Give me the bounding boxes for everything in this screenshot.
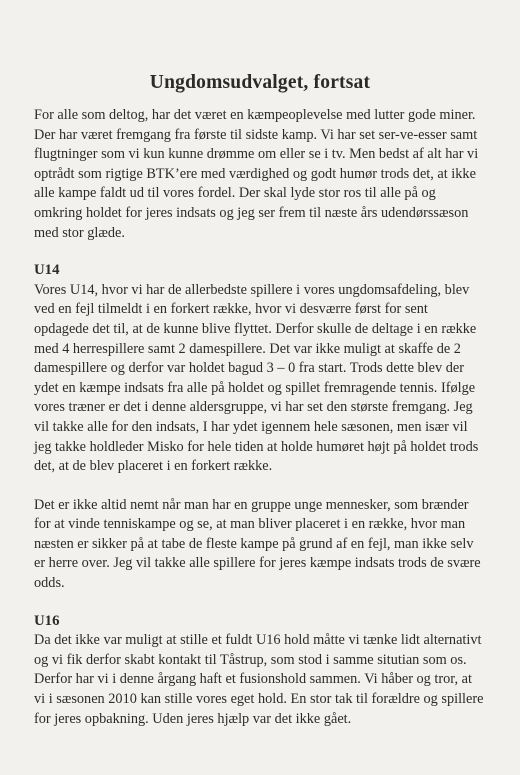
- u14-paragraph-2: Det er ikke altid nemt når man har en gruppe unge mennesker, som brænder for at vinde tenniskampe og se, at man bliver placeret i en række, hvor man næsten er sikker på at tabe de fleste kampe på grund af en fejl, man ikke selv er herre over. Jeg vil takke alle spillere for jeres kæmpe indsats trods de svære odds.: [34, 496, 481, 592]
- page-title: Ungdomsudvalget, fortsat: [149, 72, 371, 93]
- section-heading-u14: U14: [34, 262, 60, 279]
- intro-paragraph: For alle som deltog, har det været en kæmpeoplevelse med lutter gode miner. Der har været fremgang fra første til sidste kamp. Vi har set ser-ve-esser samt flugtninger som vi kun kunne drømme om eller se i tv. Men bedst af alt har vi optrådt som rigtige BTK’ere med værdighed og godt humør trods det, at ikke alle kampe faldt ud til vores fordel. Der skal lyde stor ros til alle på og omkring holdet for jeres indsats og jeg ser frem til næste års udendørssæson med stor glæde.: [34, 107, 479, 241]
- u16-paragraph-1: Da det ikke var muligt at stille et fuldt U16 hold måtte vi tænke lidt alternativt og vi fik derfor skabt kontakt til Tåstrup, som stod i samme situtian som os. Derfor har vi i denne årgang haft et fusionshold sammen. Vi håber og tror, at vi i sæsonen 2010 kan stille vores eget hold. En stor tak til forældre og spillere for jeres opbakning. Uden jeres hjælp var det ikke gået.: [34, 632, 484, 727]
- u14-paragraph-1: Vores U14, hvor vi har de allerbedste spillere i vores ungdomsafdeling, blev ved en fejl tilmeldt i en forkert række, hvor vi desværre først for sent opdagede det til, at de kunne blive flyttet. Derfor skulle de deltage i en række med 4 herrespillere samt 2 damespillere. Det var ikke muligt at skaffe de 2 damespillere og derfor var holdet bagud 3 – 0 fra start. Trods dette blev der ydet en kæmpe indsats fra alle på holdet og spillet fremragende tennis. Ifølge vores træner er det i denne aldersgruppe, vi har set den største fremgang. Jeg vil takke alle for den indsats, I har ydet igennem hele sæsonen, men især vil jeg takke holdleder Misko for hele tiden at holde humøret højt på holdet trods det, at de blev placeret i en forkert række.: [34, 281, 479, 475]
- section-heading-u16: U16: [34, 612, 60, 629]
